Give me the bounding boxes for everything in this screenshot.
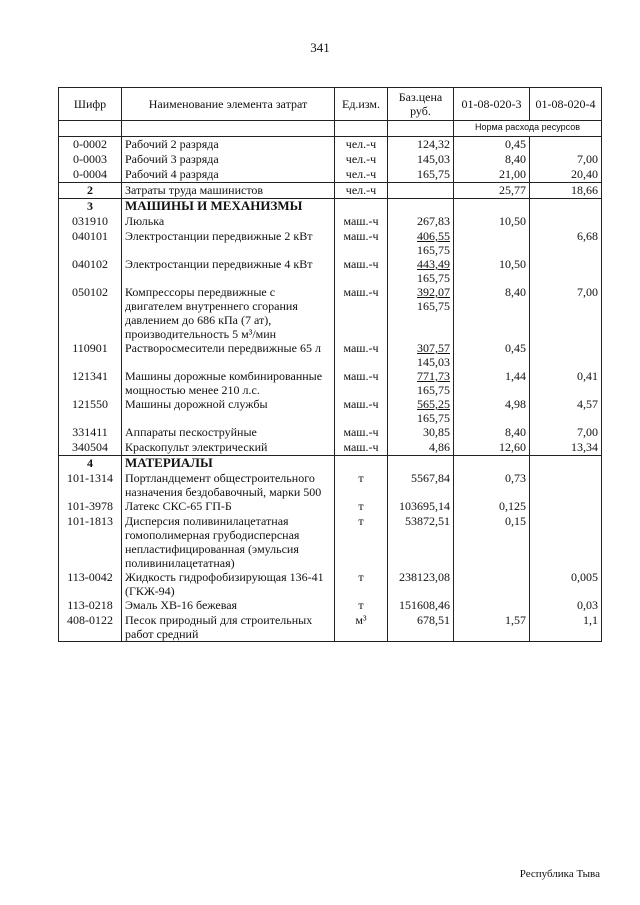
cell-unit: т [335, 514, 388, 570]
cell-price [388, 341, 454, 369]
cell-code: 113-0218 [59, 598, 122, 613]
cell-norm-020-3: 0,125 [454, 499, 530, 514]
cell-unit: маш.-ч [335, 440, 388, 456]
table-row [59, 285, 602, 341]
price-current: 565,25 [417, 397, 450, 411]
price-current: 443,49 [417, 257, 450, 271]
cell-norm-020-4 [530, 199, 602, 215]
cell-norm-020-4: 0,005 [530, 570, 602, 598]
cell-norm-020-3: 0,15 [454, 514, 530, 570]
cell-name: Песок природный для строительных работ средний [122, 613, 335, 642]
header-unit: Ед.изм. [335, 88, 388, 121]
cell-price [388, 397, 454, 425]
header-col3: 01-08-020-3 [454, 88, 530, 121]
cell-norm-020-4: 4,57 [530, 397, 602, 425]
cell-unit: т [335, 598, 388, 613]
cell-norm-020-4: 7,00 [530, 285, 602, 341]
cell-price: 103695,14 [388, 499, 454, 514]
cell-name: Затраты труда машинистов [122, 183, 335, 199]
cell-norm-020-3: 12,60 [454, 440, 530, 456]
cell-norm-020-4 [530, 514, 602, 570]
cell-price [388, 183, 454, 199]
section-row [59, 199, 602, 215]
footer-region: Республика Тыва [519, 868, 600, 880]
subheader-row [59, 121, 602, 137]
cell-norm-020-4: 13,34 [530, 440, 602, 456]
cell-code: 0-0002 [59, 137, 122, 153]
cell-norm-020-3: 1,44 [454, 369, 530, 397]
table-row [59, 137, 602, 153]
cell-name: Латекс СКС-65 ГП-Б [122, 499, 335, 514]
cell-name: Жидкость гидрофобизирующая 136-41 (ГКЖ-94) [122, 570, 335, 598]
section-row [59, 456, 602, 472]
cell-name: Компрессоры передвижные с двигателем внутреннего сгорания давлением до 686 кПа (7 ат), производительность 5 м³/мин [122, 285, 335, 341]
cell-code: 101-1314 [59, 471, 122, 499]
cell-unit: чел.-ч [335, 137, 388, 153]
table-row [59, 440, 602, 456]
header-code: Шифр [59, 88, 122, 121]
cell-unit: маш.-ч [335, 257, 388, 285]
cell-unit: чел.-ч [335, 167, 388, 183]
cell-norm-020-3 [454, 570, 530, 598]
cell-norm-020-4 [530, 214, 602, 229]
subheader-note: Норма расхода ресурсов [454, 121, 602, 137]
table-row [59, 397, 602, 425]
cell-name: Краскопульт электрический [122, 440, 335, 456]
price-current: 771,73 [417, 369, 450, 383]
price-current: 307,57 [417, 341, 450, 355]
cell-name: Машины дорожной службы [122, 397, 335, 425]
cell-unit: чел.-ч [335, 183, 388, 199]
cell-code: 2 [59, 183, 122, 199]
cell-name: Эмаль ХВ-16 бежевая [122, 598, 335, 613]
cell-name: Аппараты пескоструйные [122, 425, 335, 440]
cell-price [388, 285, 454, 341]
price-current: 406,55 [417, 229, 450, 243]
cell-price: 53872,51 [388, 514, 454, 570]
cell-unit: маш.-ч [335, 369, 388, 397]
cell-code: 4 [59, 456, 122, 472]
cell-code: 031910 [59, 214, 122, 229]
cell-code: 121341 [59, 369, 122, 397]
price-salary: 165,75 [417, 299, 450, 313]
cell-code: 408-0122 [59, 613, 122, 642]
page-number: 341 [310, 40, 330, 55]
cell-unit: чел.-ч [335, 152, 388, 167]
cell-norm-020-4: 0,03 [530, 598, 602, 613]
price-salary: 165,75 [417, 271, 450, 285]
header-name: Наименование элемента затрат [122, 88, 335, 121]
cell-code: 121550 [59, 397, 122, 425]
cell-name: Люлька [122, 214, 335, 229]
cell-price: 165,75 [388, 167, 454, 183]
cell-unit: маш.-ч [335, 229, 388, 257]
cell-norm-020-4: 1,1 [530, 613, 602, 642]
cell-price [388, 369, 454, 397]
cell-unit: маш.-ч [335, 425, 388, 440]
table-row [59, 425, 602, 440]
cell-unit: маш.-ч [335, 341, 388, 369]
cell-norm-020-3: 0,45 [454, 137, 530, 153]
price-salary: 165,75 [417, 383, 450, 397]
table-row [59, 214, 602, 229]
price-salary: 145,03 [417, 355, 450, 369]
cell-name: Портландцемент общестроительного назначения бездобавочный, марки 500 [122, 471, 335, 499]
cell-norm-020-3: 8,40 [454, 425, 530, 440]
cell-unit: т [335, 570, 388, 598]
cell-price [388, 456, 454, 472]
cell-name: Рабочий 2 разряда [122, 137, 335, 153]
cell-name: Растворосмесители передвижные 65 л [122, 341, 335, 369]
cell-norm-020-4 [530, 456, 602, 472]
cell-price: 5567,84 [388, 471, 454, 499]
cell-name: Электростанции передвижные 2 кВт [122, 229, 335, 257]
cell-norm-020-3: 0,45 [454, 341, 530, 369]
cell-norm-020-4: 6,68 [530, 229, 602, 257]
cell-norm-020-3: 8,40 [454, 285, 530, 341]
cell-code: 0-0003 [59, 152, 122, 167]
cell-name: Машины дорожные комбинированные мощностью менее 210 л.с. [122, 369, 335, 397]
cell-norm-020-3: 10,50 [454, 214, 530, 229]
table-row [59, 229, 602, 257]
table-row [59, 598, 602, 613]
cell-price [388, 257, 454, 285]
cell-code: 113-0042 [59, 570, 122, 598]
cell-name: МАТЕРИАЛЫ [122, 456, 335, 472]
cell-norm-020-3: 1,57 [454, 613, 530, 642]
cell-name: Электростанции передвижные 4 кВт [122, 257, 335, 285]
cell-norm-020-4 [530, 341, 602, 369]
cell-norm-020-3: 21,00 [454, 167, 530, 183]
cell-norm-020-4 [530, 257, 602, 285]
cell-price: 678,51 [388, 613, 454, 642]
cell-unit [335, 199, 388, 215]
cell-price: 30,85 [388, 425, 454, 440]
cell-code: 3 [59, 199, 122, 215]
table-header-row [59, 88, 602, 121]
table-row [59, 514, 602, 570]
cell-code: 040101 [59, 229, 122, 257]
table-row [59, 152, 602, 167]
cell-norm-020-3: 10,50 [454, 257, 530, 285]
cell-price [388, 229, 454, 257]
table-row [59, 369, 602, 397]
cell-price [388, 199, 454, 215]
table-row [59, 499, 602, 514]
price-current: 392,07 [417, 285, 450, 299]
cell-norm-020-3 [454, 199, 530, 215]
cell-norm-020-4: 7,00 [530, 425, 602, 440]
cell-price: 124,32 [388, 137, 454, 153]
cell-unit: маш.-ч [335, 214, 388, 229]
cell-norm-020-3: 0,73 [454, 471, 530, 499]
table-row [59, 341, 602, 369]
cell-unit: т [335, 499, 388, 514]
table-row [59, 471, 602, 499]
cell-price: 151608,46 [388, 598, 454, 613]
cell-norm-020-3 [454, 456, 530, 472]
cell-name: Рабочий 3 разряда [122, 152, 335, 167]
cell-code: 101-1813 [59, 514, 122, 570]
cell-unit: маш.-ч [335, 397, 388, 425]
cell-norm-020-4: 20,40 [530, 167, 602, 183]
cell-unit: м³ [335, 613, 388, 642]
cell-code: 101-3978 [59, 499, 122, 514]
table-row [59, 257, 602, 285]
cell-norm-020-3: 4,98 [454, 397, 530, 425]
header-col4: 01-08-020-4 [530, 88, 602, 121]
price-salary: 165,75 [417, 243, 450, 257]
cell-norm-020-3: 25,77 [454, 183, 530, 199]
cell-norm-020-3 [454, 598, 530, 613]
cell-price: 145,03 [388, 152, 454, 167]
cell-code: 331411 [59, 425, 122, 440]
cell-code: 050102 [59, 285, 122, 341]
cell-norm-020-4 [530, 137, 602, 153]
cell-unit [335, 456, 388, 472]
cell-norm-020-4: 0,41 [530, 369, 602, 397]
cell-norm-020-4 [530, 499, 602, 514]
cell-name: Рабочий 4 разряда [122, 167, 335, 183]
header-price: Баз.цена руб. [388, 88, 454, 121]
cell-norm-020-4: 7,00 [530, 152, 602, 167]
table-row [59, 613, 602, 642]
total-row [59, 183, 602, 199]
cell-price: 4,86 [388, 440, 454, 456]
cell-norm-020-4 [530, 471, 602, 499]
cell-name: МАШИНЫ И МЕХАНИЗМЫ [122, 199, 335, 215]
cell-norm-020-3: 8,40 [454, 152, 530, 167]
cell-code: 040102 [59, 257, 122, 285]
table-row [59, 570, 602, 598]
price-salary: 165,75 [417, 411, 450, 425]
cell-unit: маш.-ч [335, 285, 388, 341]
cell-price: 238123,08 [388, 570, 454, 598]
cell-norm-020-4: 18,66 [530, 183, 602, 199]
resource-norms-table [58, 87, 602, 642]
cell-price: 267,83 [388, 214, 454, 229]
cell-code: 0-0004 [59, 167, 122, 183]
cell-unit: т [335, 471, 388, 499]
cell-code: 340504 [59, 440, 122, 456]
table-row [59, 167, 602, 183]
cell-code: 110901 [59, 341, 122, 369]
cell-norm-020-3 [454, 229, 530, 257]
cell-name: Дисперсия поливинилацетатная гомополимерная грубодисперсная непластифицированная (эмульсия поливинилацетатная) [122, 514, 335, 570]
